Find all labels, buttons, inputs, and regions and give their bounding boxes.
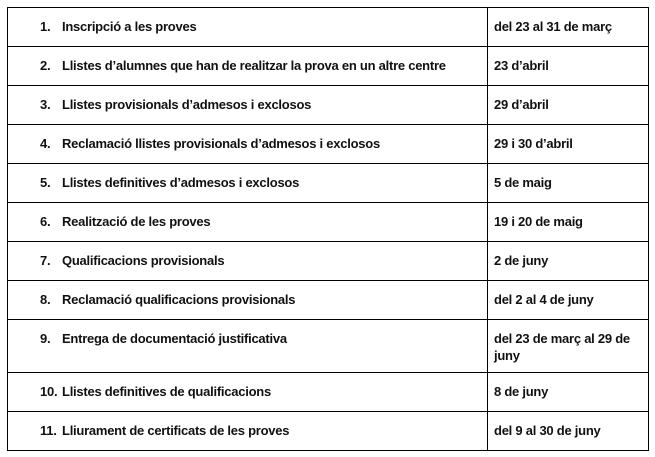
step-label: Entrega de documentació justificativa	[62, 331, 287, 346]
step-cell	[8, 412, 488, 451]
step-label: Llistes definitives de qualificacions	[62, 384, 271, 399]
table-row	[8, 86, 649, 125]
step-number: 8.	[40, 292, 51, 307]
date-cell: 5 de maig	[488, 164, 649, 203]
step-number: 7.	[40, 253, 51, 268]
table-row	[8, 164, 649, 203]
step-label: Llistes d’alumnes que han de realitzar la prova en un altre centre	[62, 58, 446, 73]
step-number: 1.	[40, 19, 51, 34]
date-cell: del 23 al 31 de març	[488, 8, 649, 47]
step-cell	[8, 373, 488, 412]
table-row	[8, 320, 649, 373]
step-cell	[8, 86, 488, 125]
step-cell	[8, 320, 488, 373]
step-number: 4.	[40, 136, 51, 151]
step-cell	[8, 8, 488, 47]
step-number: 11.	[40, 423, 57, 438]
table-row	[8, 281, 649, 320]
step-label: Reclamació llistes provisionals d’admesos i exclosos	[62, 136, 380, 151]
step-cell	[8, 47, 488, 86]
step-number: 2.	[40, 58, 51, 73]
step-cell	[8, 164, 488, 203]
date-cell: del 23 de març al 29 de juny	[488, 320, 649, 373]
date-cell: 2 de juny	[488, 242, 649, 281]
step-label: Llistes provisionals d’admesos i exclosos	[62, 97, 312, 112]
step-number: 3.	[40, 97, 51, 112]
step-number: 5.	[40, 175, 51, 190]
date-cell: 29 d’abril	[488, 86, 649, 125]
step-label: Realització de les proves	[62, 214, 211, 229]
step-number: 6.	[40, 214, 51, 229]
step-label: Reclamació qualificacions provisionals	[62, 292, 296, 307]
date-cell: del 9 al 30 de juny	[488, 412, 649, 451]
step-cell	[8, 125, 488, 164]
table-row	[8, 47, 649, 86]
step-number: 10.	[40, 384, 58, 399]
step-cell	[8, 242, 488, 281]
table-row	[8, 373, 649, 412]
date-cell: 23 d’abril	[488, 47, 649, 86]
step-cell	[8, 281, 488, 320]
calendar-table	[7, 7, 649, 451]
step-label: Lliurament de certificats de les proves	[62, 423, 290, 438]
table-row	[8, 8, 649, 47]
date-cell: 8 de juny	[488, 373, 649, 412]
date-cell: 19 i 20 de maig	[488, 203, 649, 242]
calendar-table-body	[8, 8, 649, 451]
table-row	[8, 242, 649, 281]
table-row	[8, 412, 649, 451]
step-number: 9.	[40, 331, 51, 346]
step-label: Inscripció a les proves	[62, 19, 197, 34]
step-cell	[8, 203, 488, 242]
step-label: Llistes definitives d’admesos i exclosos	[62, 175, 300, 190]
step-label: Qualificacions provisionals	[62, 253, 225, 268]
date-cell: 29 i 30 d’abril	[488, 125, 649, 164]
table-row	[8, 203, 649, 242]
date-cell: del 2 al 4 de juny	[488, 281, 649, 320]
table-row	[8, 125, 649, 164]
